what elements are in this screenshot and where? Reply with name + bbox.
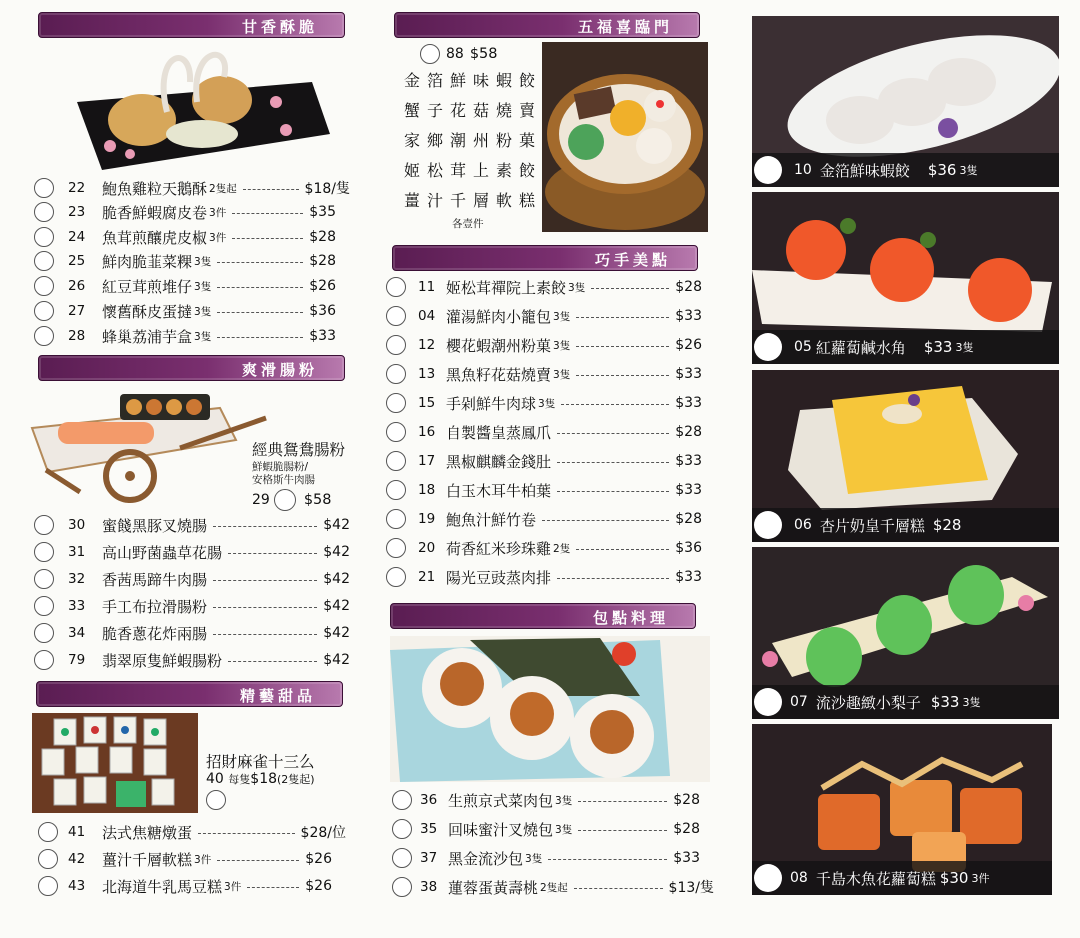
item-price: $33 — [309, 328, 336, 344]
item-price: $36 — [675, 540, 702, 556]
item-price: $33 — [675, 308, 702, 324]
item-qty: 3隻 — [555, 794, 573, 807]
section-title: 甘香酥脆 — [241, 18, 318, 36]
mahjong-order-checkbox[interactable] — [206, 790, 226, 810]
item-number: 25 — [68, 253, 86, 269]
item-price: $28 — [675, 279, 702, 295]
item-name: 鮮肉脆韮菜粿 — [102, 252, 193, 271]
item-name: 紅豆茸煎堆仔 — [102, 277, 193, 296]
item-price: $42 — [323, 652, 350, 668]
feature-item-desc-2: 安格斯牛肉腸 — [252, 474, 315, 486]
feature-item-name: 經典鴛鴦腸粉 — [252, 441, 346, 459]
order-checkbox[interactable] — [34, 596, 54, 616]
leader-dots — [542, 520, 669, 521]
leader-dots — [557, 462, 669, 463]
menu-item[interactable] — [34, 649, 350, 671]
item-qty: 3件 — [194, 853, 212, 866]
photo-card-custard-cake[interactable] — [752, 370, 1059, 542]
order-checkbox[interactable] — [386, 393, 406, 413]
item-price: $42 — [323, 517, 350, 533]
item-price: $18/隻 — [304, 181, 350, 197]
menu-item[interactable] — [34, 250, 336, 272]
item-min-qty: (2隻起) — [277, 773, 315, 786]
item-name: 自製醬皇蒸鳳爪 — [446, 423, 552, 442]
item-name: 蜂巢荔浦芋盒 — [102, 327, 193, 346]
item-number: 30 — [68, 517, 86, 533]
leader-dots — [198, 833, 295, 834]
item-price: $58 — [469, 46, 498, 62]
item-name: 脆香蔥花炸兩腸 — [102, 624, 208, 643]
menu-item[interactable] — [34, 595, 350, 617]
item-name: 蓮蓉蛋黃壽桃 — [448, 878, 539, 897]
item-number: 31 — [68, 544, 86, 560]
photo-card-radish-cake[interactable] — [752, 724, 1052, 895]
order-checkbox[interactable] — [754, 156, 782, 184]
item-number: 18 — [418, 482, 436, 498]
menu-item[interactable] — [38, 848, 332, 870]
order-checkbox[interactable] — [386, 306, 406, 326]
item-price: $58 — [303, 492, 332, 508]
order-checkbox[interactable] — [386, 335, 406, 355]
order-checkbox[interactable] — [34, 515, 54, 535]
item-number: 06 — [794, 517, 812, 533]
item-qty: 3隻 — [525, 852, 543, 865]
order-checkbox[interactable] — [34, 326, 54, 346]
item-qty: 3隻 — [962, 696, 981, 709]
item-number: 08 — [790, 870, 808, 886]
feature-item-order[interactable] — [252, 489, 362, 511]
photo-caption — [752, 330, 1059, 364]
photo-card-carrot-dumpling[interactable] — [752, 192, 1059, 364]
leader-dots — [557, 578, 669, 579]
item-name: 黑椒麒麟金錢肚 — [446, 452, 552, 471]
item-number: 05 — [794, 339, 812, 355]
leader-dots — [557, 491, 669, 492]
item-number: 32 — [68, 571, 86, 587]
item-price: $28 — [309, 229, 336, 245]
item-price: $33 — [675, 366, 702, 382]
menu-item[interactable] — [34, 622, 350, 644]
item-name: 千島木魚花蘿蔔糕 — [815, 869, 936, 888]
menu-item[interactable] — [34, 177, 350, 199]
menu-item[interactable] — [386, 566, 702, 588]
item-price: $42 — [323, 625, 350, 641]
item-price: $33 — [675, 482, 702, 498]
leader-dots — [576, 375, 669, 376]
item-qty: 3隻 — [553, 310, 571, 323]
section-title: 五福喜臨門 — [577, 18, 673, 36]
order-checkbox[interactable] — [392, 848, 412, 868]
order-checkbox[interactable] — [34, 301, 54, 321]
item-name: 鮑魚雞粒天鵝酥 — [102, 179, 208, 198]
item-qty: 3隻 — [955, 341, 974, 354]
item-price: $26 — [309, 278, 336, 294]
item-name: 流沙趣緻小梨子 — [815, 693, 921, 712]
menu-item[interactable] — [392, 876, 714, 898]
item-price: $28 — [675, 511, 702, 527]
item-price: $33 — [930, 693, 960, 711]
item-price: $35 — [309, 204, 336, 220]
menu-item[interactable] — [392, 847, 700, 869]
item-name: 回味蜜汁叉燒包 — [448, 820, 554, 839]
item-qty: 3隻 — [555, 823, 573, 836]
leader-dots — [228, 661, 317, 662]
item-number: 21 — [418, 569, 436, 585]
leader-dots — [591, 288, 669, 289]
item-qty: 3隻 — [194, 255, 212, 268]
leader-dots — [213, 580, 317, 581]
order-checkbox[interactable] — [386, 451, 406, 471]
item-price: $18 — [250, 771, 278, 787]
item-number: 37 — [420, 850, 438, 866]
leader-dots — [213, 607, 317, 608]
item-price: $28 — [673, 821, 700, 837]
pan-fried-bun-photo — [390, 636, 710, 782]
menu-item[interactable] — [386, 508, 702, 530]
menu-item[interactable] — [386, 363, 702, 385]
order-checkbox[interactable] — [392, 819, 412, 839]
leader-dots — [213, 634, 317, 635]
item-name: 翡翠原隻鮮蝦腸粉 — [102, 651, 223, 670]
item-name: 高山野菌蟲草花腸 — [102, 543, 223, 562]
order-checkbox[interactable] — [754, 333, 782, 361]
item-price: $36 — [927, 161, 957, 179]
item-price: $28 — [673, 792, 700, 808]
item-name: 手工布拉滑腸粉 — [102, 597, 208, 616]
leader-dots — [574, 888, 663, 889]
leader-dots — [232, 238, 303, 239]
menu-item[interactable] — [392, 789, 700, 811]
item-name: 陽光豆豉蒸肉排 — [446, 568, 552, 587]
leader-dots — [213, 526, 317, 527]
item-qty: 3隻 — [959, 164, 978, 177]
leader-dots — [217, 337, 303, 338]
item-number: 13 — [418, 366, 436, 382]
item-price: $26 — [305, 878, 332, 894]
item-qty: 2隻 — [553, 542, 571, 555]
combo-note: 各壹件 — [452, 218, 484, 230]
menu-item[interactable] — [34, 300, 336, 322]
item-name: 金箔鮮味蝦餃 — [819, 161, 910, 180]
item-name: 脆香鮮蝦腐皮卷 — [102, 203, 208, 222]
item-per-unit: 每隻 — [228, 773, 251, 786]
order-checkbox[interactable] — [420, 44, 440, 64]
item-number: 12 — [418, 337, 436, 353]
leader-dots — [232, 213, 303, 214]
item-qty: 3件 — [209, 206, 227, 219]
item-number: 36 — [420, 792, 438, 808]
photo-caption — [752, 153, 1059, 187]
item-qty: 3件 — [209, 231, 227, 244]
menu-item[interactable] — [386, 537, 702, 559]
order-checkbox[interactable] — [386, 480, 406, 500]
order-checkbox[interactable] — [38, 822, 58, 842]
leader-dots — [217, 312, 303, 313]
item-qty: 3隻 — [538, 397, 556, 410]
section-title: 精藝甜品 — [239, 687, 316, 705]
item-qty: 3件 — [224, 880, 242, 893]
item-name: 香茜馬蹄牛肉腸 — [102, 570, 208, 589]
photo-caption — [752, 685, 1059, 719]
order-checkbox[interactable] — [34, 623, 54, 643]
item-price: $28 — [932, 516, 962, 534]
combo-line: 蟹子花菇燒賣 — [404, 101, 543, 120]
item-number: 28 — [68, 328, 86, 344]
item-number: 24 — [68, 229, 86, 245]
item-name: 手剁鮮牛肉球 — [446, 394, 537, 413]
photo-card-pear-puff[interactable] — [752, 547, 1059, 719]
item-qty: 3隻 — [194, 305, 212, 318]
item-number: 88 — [446, 46, 464, 62]
item-name: 蜜餞黑豚叉燒腸 — [102, 516, 208, 535]
item-price: $26 — [305, 851, 332, 867]
order-checkbox[interactable] — [392, 877, 412, 897]
item-price: $42 — [323, 571, 350, 587]
item-price: $33 — [675, 569, 702, 585]
section-title: 爽滑腸粉 — [241, 361, 318, 379]
menu-item[interactable] — [386, 421, 702, 443]
item-number: 15 — [418, 395, 436, 411]
item-name: 姬松茸禪院上素餃 — [446, 278, 567, 297]
item-name: 法式焦糖燉蛋 — [102, 823, 193, 842]
menu-item[interactable] — [386, 450, 702, 472]
combo-line: 金箔鮮味蝦餃 — [404, 71, 543, 90]
section-header-dimsum — [392, 245, 698, 271]
order-checkbox[interactable] — [386, 364, 406, 384]
item-number: 10 — [794, 162, 812, 178]
section-header-crispy — [38, 12, 345, 38]
order-checkbox[interactable] — [38, 849, 58, 869]
order-checkbox[interactable] — [386, 422, 406, 442]
item-name: 白玉木耳牛柏葉 — [446, 481, 552, 500]
item-number: 38 — [420, 879, 438, 895]
order-checkbox[interactable] — [34, 178, 54, 198]
item-price: $33 — [675, 395, 702, 411]
item-number: 17 — [418, 453, 436, 469]
menu-item[interactable] — [34, 226, 336, 248]
order-checkbox[interactable] — [34, 227, 54, 247]
swan-pastry-photo — [72, 42, 334, 170]
feature-item-desc-1: 鮮蝦脆腸粉/ — [252, 461, 309, 473]
item-price: $28/位 — [300, 825, 346, 841]
item-number: 40 — [206, 771, 224, 787]
item-number: 26 — [68, 278, 86, 294]
item-number: 20 — [418, 540, 436, 556]
menu-item[interactable] — [38, 875, 332, 897]
item-qty: 3隻 — [194, 330, 212, 343]
item-price: $13/隻 — [668, 880, 714, 896]
section-header-desserts — [36, 681, 343, 707]
combo-line: 姬松茸上素餃 — [404, 161, 543, 180]
combo-line: 家鄉潮州粉菓 — [404, 131, 543, 150]
order-checkbox[interactable] — [386, 567, 406, 587]
order-checkbox[interactable] — [754, 864, 782, 892]
mahjong-item-line — [206, 771, 315, 787]
section-header-ricerolls — [38, 355, 345, 381]
item-number: 22 — [68, 180, 86, 196]
order-checkbox[interactable] — [34, 650, 54, 670]
menu-item[interactable] — [386, 305, 702, 327]
item-qty: 3隻 — [553, 368, 571, 381]
item-name: 魚茸煎釀虎皮椒 — [102, 228, 208, 247]
item-name: 黑魚籽花菇燒賣 — [446, 365, 552, 384]
steamer-basket-photo — [542, 42, 708, 232]
item-number: 33 — [68, 598, 86, 614]
item-price: $33 — [673, 850, 700, 866]
order-checkbox[interactable] — [34, 202, 54, 222]
item-number: 27 — [68, 303, 86, 319]
photo-caption — [752, 861, 1052, 895]
order-checkbox[interactable] — [34, 251, 54, 271]
item-number: 04 — [418, 308, 436, 324]
menu-item[interactable] — [34, 514, 350, 536]
mahjong-dessert-photo — [32, 713, 198, 813]
leader-dots — [228, 553, 317, 554]
item-number: 11 — [418, 279, 436, 295]
photo-card-shrimp-dumpling[interactable] — [752, 16, 1059, 187]
combo-order[interactable] — [420, 43, 540, 65]
item-qty: 3件 — [971, 872, 990, 885]
item-name: 紅蘿蔔鹹水角 — [815, 338, 906, 357]
item-name: 杏片奶皇千層糕 — [819, 516, 925, 535]
item-price: $30 — [939, 869, 969, 887]
menu-item[interactable] — [34, 325, 336, 347]
item-name: 薑汁千層軟糕 — [102, 850, 193, 869]
mahjong-item-name: 招財麻雀十三么 — [206, 753, 315, 771]
item-number: 29 — [252, 492, 270, 508]
item-number: 23 — [68, 204, 86, 220]
order-checkbox[interactable] — [34, 542, 54, 562]
photo-caption — [752, 508, 1059, 542]
item-name: 荷香紅米珍珠雞 — [446, 539, 552, 558]
menu-item[interactable] — [34, 541, 350, 563]
rice-roll-cart-photo — [30, 388, 268, 504]
item-number: 43 — [68, 878, 86, 894]
item-qty: 2隻起 — [540, 881, 568, 894]
leader-dots — [247, 887, 299, 888]
menu-item[interactable] — [34, 568, 350, 590]
leader-dots — [578, 830, 667, 831]
menu-item[interactable] — [386, 334, 702, 356]
leader-dots — [217, 287, 303, 288]
item-price: $26 — [675, 337, 702, 353]
menu-item[interactable] — [38, 821, 346, 843]
leader-dots — [217, 262, 303, 263]
item-name: 北海道牛乳馬豆糕 — [102, 877, 223, 896]
leader-dots — [548, 859, 667, 860]
order-checkbox[interactable] — [274, 489, 296, 511]
item-qty: 2隻起 — [209, 182, 237, 195]
item-price: $36 — [309, 303, 336, 319]
leader-dots — [561, 404, 669, 405]
item-name: 櫻花蝦潮州粉菓 — [446, 336, 552, 355]
section-header-buns — [390, 603, 696, 629]
item-qty: 3隻 — [568, 281, 586, 294]
leader-dots — [576, 317, 669, 318]
item-number: 42 — [68, 851, 86, 867]
order-checkbox[interactable] — [34, 276, 54, 296]
item-price: $42 — [323, 598, 350, 614]
order-checkbox[interactable] — [34, 569, 54, 589]
item-name: 生煎京式菜肉包 — [448, 791, 554, 810]
leader-dots — [578, 801, 667, 802]
item-number: 79 — [68, 652, 86, 668]
leader-dots — [243, 189, 299, 190]
item-price: $28 — [309, 253, 336, 269]
leader-dots — [576, 346, 669, 347]
menu-item[interactable] — [34, 201, 336, 223]
item-qty: 3隻 — [194, 280, 212, 293]
item-name: 灌湯鮮肉小籠包 — [446, 307, 552, 326]
menu-item[interactable] — [34, 275, 336, 297]
order-checkbox[interactable] — [754, 511, 782, 539]
order-checkbox[interactable] — [386, 509, 406, 529]
order-checkbox[interactable] — [754, 688, 782, 716]
section-header-combo — [394, 12, 700, 38]
item-number: 16 — [418, 424, 436, 440]
item-name: 鮑魚汁鮮竹卷 — [446, 510, 537, 529]
menu-item[interactable] — [386, 479, 702, 501]
item-price: $33 — [923, 338, 953, 356]
menu-item[interactable] — [386, 276, 702, 298]
leader-dots — [576, 549, 669, 550]
order-checkbox[interactable] — [392, 790, 412, 810]
order-checkbox[interactable] — [38, 876, 58, 896]
leader-dots — [557, 433, 669, 434]
item-number: 19 — [418, 511, 436, 527]
section-title: 包點料理 — [592, 609, 669, 627]
item-number: 07 — [790, 694, 808, 710]
combo-line: 薑汁千層軟糕 — [404, 191, 543, 210]
item-name: 懷舊酥皮蛋撻 — [102, 302, 193, 321]
menu-item[interactable] — [392, 818, 700, 840]
item-name: 黑金流沙包 — [448, 849, 524, 868]
order-checkbox[interactable] — [386, 277, 406, 297]
item-qty: 3隻 — [553, 339, 571, 352]
item-number: 34 — [68, 625, 86, 641]
leader-dots — [217, 860, 299, 861]
item-price: $42 — [323, 544, 350, 560]
item-number: 35 — [420, 821, 438, 837]
item-price: $33 — [675, 453, 702, 469]
item-price: $28 — [675, 424, 702, 440]
order-checkbox[interactable] — [386, 538, 406, 558]
menu-item[interactable] — [386, 392, 702, 414]
item-number: 41 — [68, 824, 86, 840]
section-title: 巧手美點 — [594, 251, 671, 269]
